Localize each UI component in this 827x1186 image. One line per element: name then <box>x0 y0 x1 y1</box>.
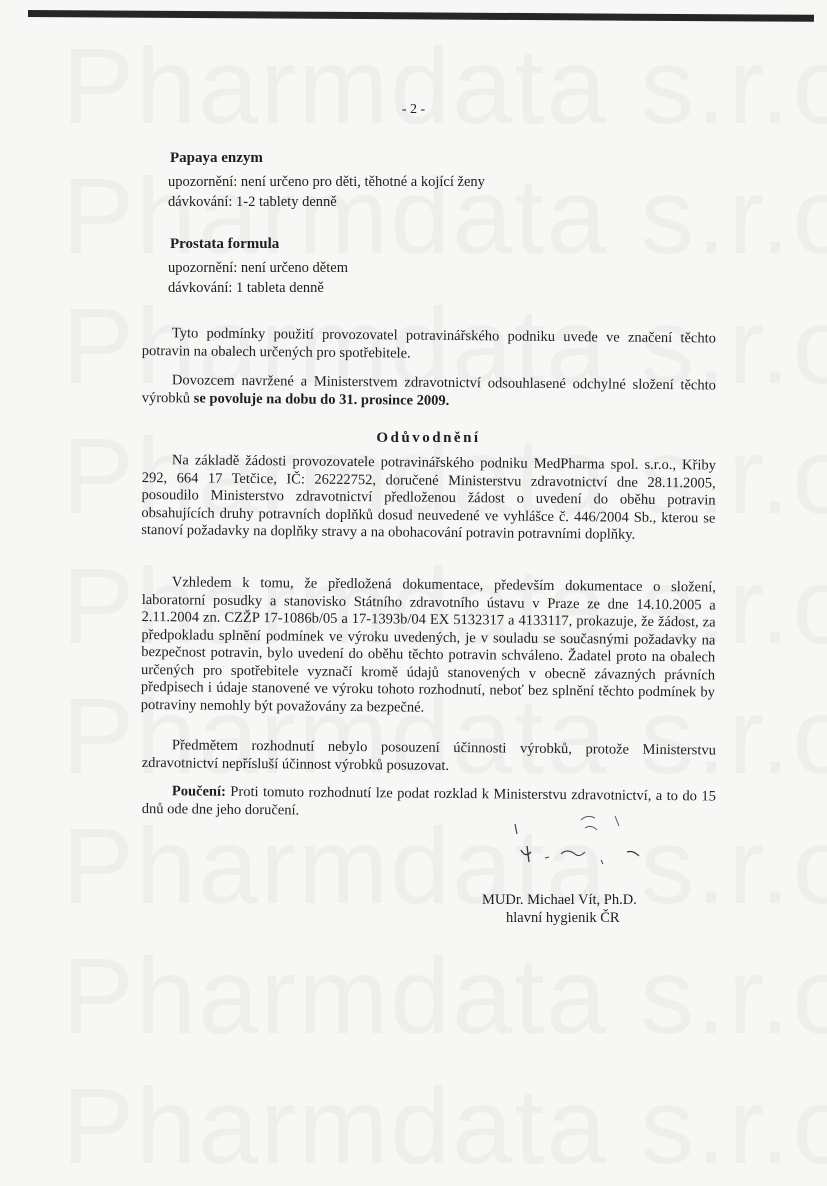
handwritten-signature <box>505 810 655 870</box>
page-number: - 2 - <box>401 102 426 117</box>
justification-paragraph-3: Předmětem rozhodnutí nebylo posouzení účinnosti výrobků, protože Ministerstvu zdravotnictví nepřísluší účinnost výrobků posuzovat. <box>141 737 716 774</box>
product-warning: upozornění: není určeno pro děti, těhotné a kojící ženy <box>168 174 485 190</box>
justification-paragraph-2: Vzhledem k tomu, že předložená dokumentace, především dokumentace o složení, laboratorní posudky a stanovisko Státního zdravotního ústavu v Praze ze dne 14.10.2005 a 2.11.2004 zn. CZŽP 17-1086b/05 a 17-1393b/04 EX 5132317 a 4133117, prokazuje, že žádost, za předpokladu splnění podmínek ve výroku uvedených, je v souladu se současnými požadavky na bezpečnost potravin, bylo uvedení do oběhu těchto potravin schváleno. Žadatel proto na obalech určených pro spotřebitele vyznačí kromě údajů stanovených v obecně závazných právních předpisech i údaje stanovené ve výroku tohoto rozhodnutí, neboť bez splnění těchto podmínek by potraviny nemohly být považovány za bezpečné. <box>140 574 716 716</box>
permit-text: Dovozcem navržené a Ministerstvem zdravotnictví odsouhlasené odchylné složení těchto výrobků <box>141 372 716 406</box>
permit-validity: se povoluje na dobu do 31. prosince 2009. <box>193 389 450 409</box>
product-warning: upozornění: není určeno dětem <box>168 260 348 276</box>
product-dosage: dávkování: 1 tableta denně <box>168 280 324 296</box>
permit-paragraph <box>142 372 716 413</box>
signatory-name: MUDr. Michael Vít, Ph.D. <box>482 892 637 908</box>
product-dosage: dávkování: 1-2 tablety denně <box>168 194 337 210</box>
instruction-label: Poučení: <box>171 783 226 800</box>
signatory-title: hlavní hygienik ČR <box>506 910 620 926</box>
product-name: Papaya enzym <box>170 150 263 166</box>
justification-paragraph-1: Na základě žádosti provozovatele potravinářského podniku MedPharma spol. s.r.o., Křiby 292, 664 17 Tetčice, IČ: 26222752, doručené Ministerstvu zdravotnictví dne 28.11.2005, posoudilo Ministerstvo zdravotnictví předloženou žádost o uvedení do oběhu potravin obsahujících druhy potravních doplňků dosud neuvedené ve vyhlášce č. 446/2004 Sb., kterou se stanoví požadavky na doplňky stravy a na obohacování potravin potravními doplňky. <box>141 452 716 543</box>
instruction-text: Proti tomuto rozhodnutí lze podat rozklad k Ministerstvu zdravotnictví, a to do 15 dnů ode dne jeho doručení. <box>141 783 716 819</box>
conditions-paragraph: Tyto podmínky použití provozovatel potravinářského podniku uvede ve značení těchto potravin na obalech určených pro spotřebitele. <box>141 325 716 362</box>
justification-heading: Odůvodnění <box>376 430 481 446</box>
product-name: Prostata formula <box>170 236 280 252</box>
